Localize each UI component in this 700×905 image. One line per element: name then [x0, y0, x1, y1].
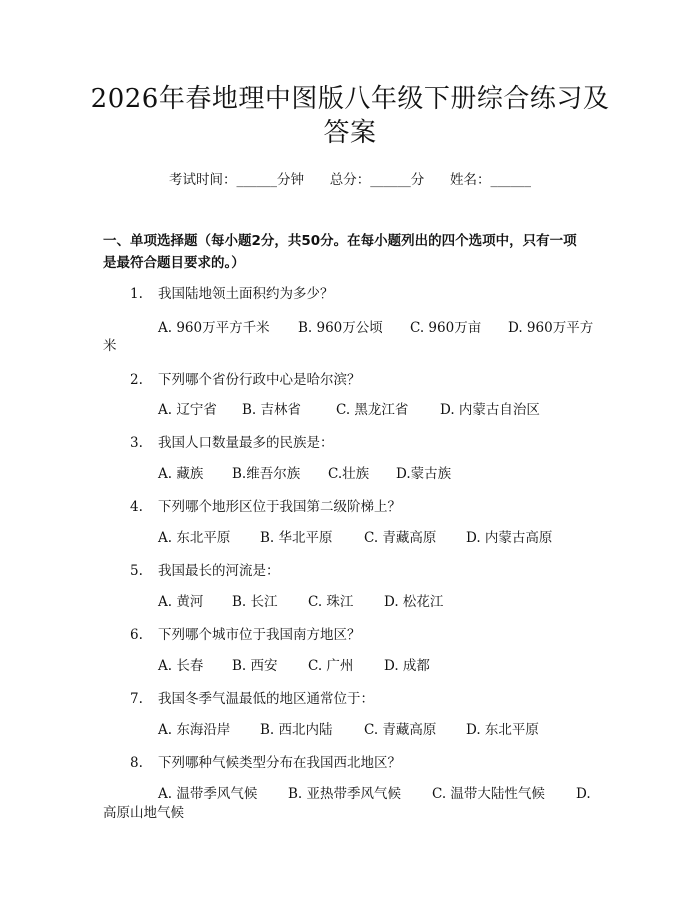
- question-text: 我国冬季气温最低的地区通常位于：: [158, 691, 374, 707]
- option-d: D.蒙古族: [396, 466, 452, 482]
- option-c: C. 温带大陆性气候: [432, 786, 545, 802]
- option-b: B. 西北内陆: [260, 722, 333, 738]
- question-number: 5.: [130, 563, 143, 579]
- option-a: A. 黄河: [158, 594, 204, 610]
- section-heading-line-1: 一、单项选择题（每小题2分，共50分。在每小题列出的四个选项中，只有一项: [103, 233, 577, 249]
- question-number: 4.: [130, 499, 143, 515]
- option-b: B. 华北平原: [260, 530, 333, 546]
- question-2: [130, 368, 361, 388]
- exam-meta: 考试时间：______分钟 总分：______分 姓名：______: [169, 172, 531, 188]
- question-1-options: [158, 316, 593, 336]
- option-b: B. 长江: [232, 594, 278, 610]
- question-3: [130, 431, 334, 451]
- option-c: C. 黑龙江省: [336, 402, 409, 418]
- option-c: C. 960万亩: [410, 320, 482, 336]
- question-text: 我国最长的河流是：: [158, 563, 280, 579]
- section-heading: [103, 230, 603, 274]
- question-4-options: [158, 526, 552, 546]
- page-title: [60, 82, 640, 150]
- question-number: 8.: [130, 755, 143, 771]
- question-text: 下列哪种气候类型分布在我国西北地区？: [158, 755, 401, 771]
- question-7: [130, 687, 374, 707]
- option-d: D. 松花江: [384, 594, 444, 610]
- option-a: A. 长春: [158, 658, 204, 674]
- option-a: A. 东北平原: [158, 530, 231, 546]
- question-2-options: [158, 398, 540, 418]
- question-number: 1.: [130, 286, 143, 302]
- option-c: C. 广州: [308, 658, 354, 674]
- option-wrap: 高原山地气候: [103, 805, 184, 821]
- question-7-options: [158, 718, 539, 738]
- option-d: D. 960万平方: [508, 320, 594, 336]
- option-d: D. 东北平原: [466, 722, 539, 738]
- option-a: A. 辽宁省: [158, 402, 217, 418]
- option-d: D. 内蒙古高原: [466, 530, 553, 546]
- option-b: B. 960万公顷: [298, 320, 383, 336]
- option-b: B.维吾尔族: [232, 466, 301, 482]
- option-b: B. 亚热带季风气候: [288, 786, 402, 802]
- question-1: [130, 282, 334, 302]
- question-8: [130, 751, 401, 771]
- question-5-options: [158, 590, 443, 610]
- option-a: A. 藏族: [158, 466, 204, 482]
- question-number: 7.: [130, 691, 143, 707]
- option-wrap: 米: [103, 338, 117, 354]
- question-6-options: [158, 654, 430, 674]
- question-text: 我国人口数量最多的民族是：: [158, 435, 334, 451]
- option-d: D. 成都: [384, 658, 430, 674]
- question-6: [130, 623, 361, 643]
- question-number: 6.: [130, 627, 143, 643]
- option-a: A. 温带季风气候: [158, 786, 258, 802]
- question-number: 3.: [130, 435, 143, 451]
- title-line-1: 2026年春地理中图版八年级下册综合练习及: [90, 84, 610, 114]
- section-heading-line-2: 是最符合题目要求的。）: [103, 255, 245, 271]
- option-c: C. 青藏高原: [364, 530, 437, 546]
- option-c: C. 青藏高原: [364, 722, 437, 738]
- option-b: B. 西安: [232, 658, 278, 674]
- option-c: C.壮族: [328, 466, 370, 482]
- question-text: 下列哪个城市位于我国南方地区？: [158, 627, 361, 643]
- question-text: 下列哪个地形区位于我国第二级阶梯上？: [158, 499, 401, 515]
- option-b: B. 吉林省: [242, 402, 302, 418]
- question-3-options: [158, 462, 451, 482]
- question-text: 我国陆地领土面积约为多少？: [158, 286, 334, 302]
- question-4: [130, 495, 401, 515]
- question-8-options: [158, 782, 591, 802]
- option-c: C. 珠江: [308, 594, 354, 610]
- option-d: D. 内蒙古自治区: [440, 402, 540, 418]
- option-d: D.: [576, 786, 591, 802]
- question-5: [130, 559, 280, 579]
- option-a: A. 960万平方千米: [158, 320, 270, 336]
- title-line-2: 答案: [323, 118, 377, 148]
- question-text: 下列哪个省份行政中心是哈尔滨？: [158, 372, 361, 388]
- option-a: A. 东海沿岸: [158, 722, 231, 738]
- question-number: 2.: [130, 372, 143, 388]
